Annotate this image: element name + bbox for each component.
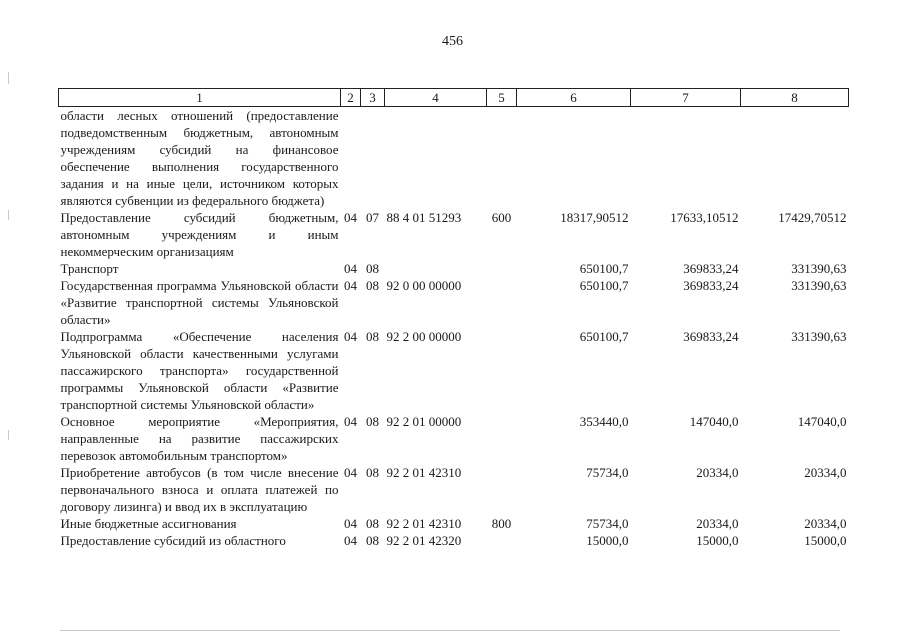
amount-col6: 15000,0: [586, 533, 629, 548]
target-article-code: [385, 107, 487, 210]
row-name: Приобретение автобусов (в том числе внесение первоначального взноса и оплата платежей по договору лизинга) и ввод их в эксплуатацию: [60, 465, 339, 514]
expense-type-code: [487, 413, 517, 464]
section-code: 04: [344, 414, 357, 429]
target-article-code: 92 2 01 00000: [386, 414, 462, 429]
row-name: Основное мероприятие «Мероприятия, направленные на развитие пассажирских перевозок автомобильным транспортом»: [60, 414, 339, 463]
amount-col6: 650100,7: [579, 278, 629, 293]
amount-col6: 353440,0: [579, 414, 629, 429]
table-row: [59, 328, 849, 413]
amount-col8: 15000,0: [804, 533, 847, 548]
row-name: Иные бюджетные ассигнования: [60, 516, 237, 531]
table-row: [59, 532, 849, 549]
row-name: Государственная программа Ульяновской области «Развитие транспортной системы Ульяновской области»: [60, 278, 339, 327]
expense-type-code: 600: [491, 210, 512, 225]
column-header-8: 8: [741, 89, 849, 107]
column-header-1: 1: [59, 89, 341, 107]
target-article-code: 88 4 01 51293: [386, 210, 462, 225]
amount-col8: 331390,63: [791, 278, 847, 293]
expense-type-code: [487, 277, 517, 328]
expense-type-code: [487, 464, 517, 515]
table-body: [59, 107, 849, 550]
row-name: Транспорт: [60, 261, 119, 276]
amount-col8: 20334,0: [804, 516, 847, 531]
table-row: [59, 413, 849, 464]
amount-col8: 331390,63: [791, 261, 847, 276]
expense-type-code: [487, 328, 517, 413]
amount-col7: [631, 107, 741, 210]
subsection-code: [361, 107, 385, 210]
amount-col8: 17429,70512: [778, 210, 847, 225]
scan-artifact: [8, 430, 9, 440]
budget-table: [58, 88, 849, 549]
section-code: [341, 107, 361, 210]
amount-col6: 650100,7: [579, 261, 629, 276]
amount-col7: 20334,0: [696, 465, 739, 480]
column-header-6: 6: [517, 89, 631, 107]
section-code: 04: [344, 516, 357, 531]
row-name: области лесных отношений (предоставление подведомственным бюджетным, автономным учреждениям субсидий на финансовое обеспечение выполнения государственного задания и на иные цели, источником которых являются субвенции из федерального бюджета): [60, 108, 339, 208]
target-article-code: 92 2 01 42320: [386, 533, 462, 548]
amount-col8: [741, 107, 849, 210]
amount-col7: 20334,0: [696, 516, 739, 531]
expense-type-code: 800: [491, 516, 512, 531]
amount-col8: 331390,63: [791, 329, 847, 344]
column-header-4: 4: [385, 89, 487, 107]
section-code: 04: [344, 210, 357, 225]
subsection-code: 08: [366, 465, 379, 480]
section-code: 04: [344, 278, 357, 293]
subsection-code: 08: [366, 329, 379, 344]
page-number: 456: [442, 34, 463, 49]
column-header-2: 2: [341, 89, 361, 107]
table-row: [59, 464, 849, 515]
subsection-code: 08: [366, 278, 379, 293]
amount-col7: 369833,24: [683, 329, 739, 344]
row-name: Предоставление субсидий из областного: [60, 533, 286, 548]
amount-col8: 147040,0: [797, 414, 847, 429]
scan-artifact: [8, 210, 9, 220]
amount-col7: 17633,10512: [670, 210, 739, 225]
amount-col7: 147040,0: [689, 414, 739, 429]
amount-col6: 18317,90512: [560, 210, 629, 225]
amount-col6: 75734,0: [586, 465, 629, 480]
column-header-3: 3: [361, 89, 385, 107]
subsection-code: 08: [366, 516, 379, 531]
target-article-code: 92 2 01 42310: [386, 465, 462, 480]
target-article-code: 92 2 01 42310: [386, 516, 462, 531]
section-code: 04: [344, 261, 357, 276]
subsection-code: 07: [366, 210, 379, 225]
table-row: [59, 515, 849, 532]
section-code: 04: [344, 533, 357, 548]
header-row: [59, 89, 849, 107]
table-row: [59, 107, 849, 210]
amount-col6: [517, 107, 631, 210]
section-code: 04: [344, 465, 357, 480]
column-header-7: 7: [631, 89, 741, 107]
expense-type-code: [487, 260, 517, 277]
target-article-code: [385, 260, 487, 277]
amount-col7: 369833,24: [683, 261, 739, 276]
target-article-code: 92 0 00 00000: [386, 278, 462, 293]
table-row: [59, 277, 849, 328]
amount-col6: 650100,7: [579, 329, 629, 344]
subsection-code: 08: [366, 533, 379, 548]
column-header-5: 5: [487, 89, 517, 107]
row-name: Подпрограмма «Обеспечение населения Ульяновской области качественными услугами пассажирского транспорта» государственной программы Ульяновской области «Развитие транспортной системы Ульяновской области»: [60, 329, 339, 412]
expense-type-code: [487, 107, 517, 210]
table-row: [59, 260, 849, 277]
amount-col6: 75734,0: [586, 516, 629, 531]
subsection-code: 08: [366, 261, 379, 276]
amount-col8: 20334,0: [804, 465, 847, 480]
table-row: [59, 209, 849, 260]
target-article-code: 92 2 00 00000: [386, 329, 462, 344]
amount-col7: 15000,0: [696, 533, 739, 548]
amount-col7: 369833,24: [683, 278, 739, 293]
row-name: Предоставление субсидий бюджетным, автономным учреждениям и иным некоммерческим организациям: [60, 210, 339, 259]
section-code: 04: [344, 329, 357, 344]
scan-artifact: [8, 72, 9, 84]
subsection-code: 08: [366, 414, 379, 429]
scan-artifact: [60, 630, 840, 631]
expense-type-code: [487, 532, 517, 549]
table-header: [59, 89, 849, 107]
